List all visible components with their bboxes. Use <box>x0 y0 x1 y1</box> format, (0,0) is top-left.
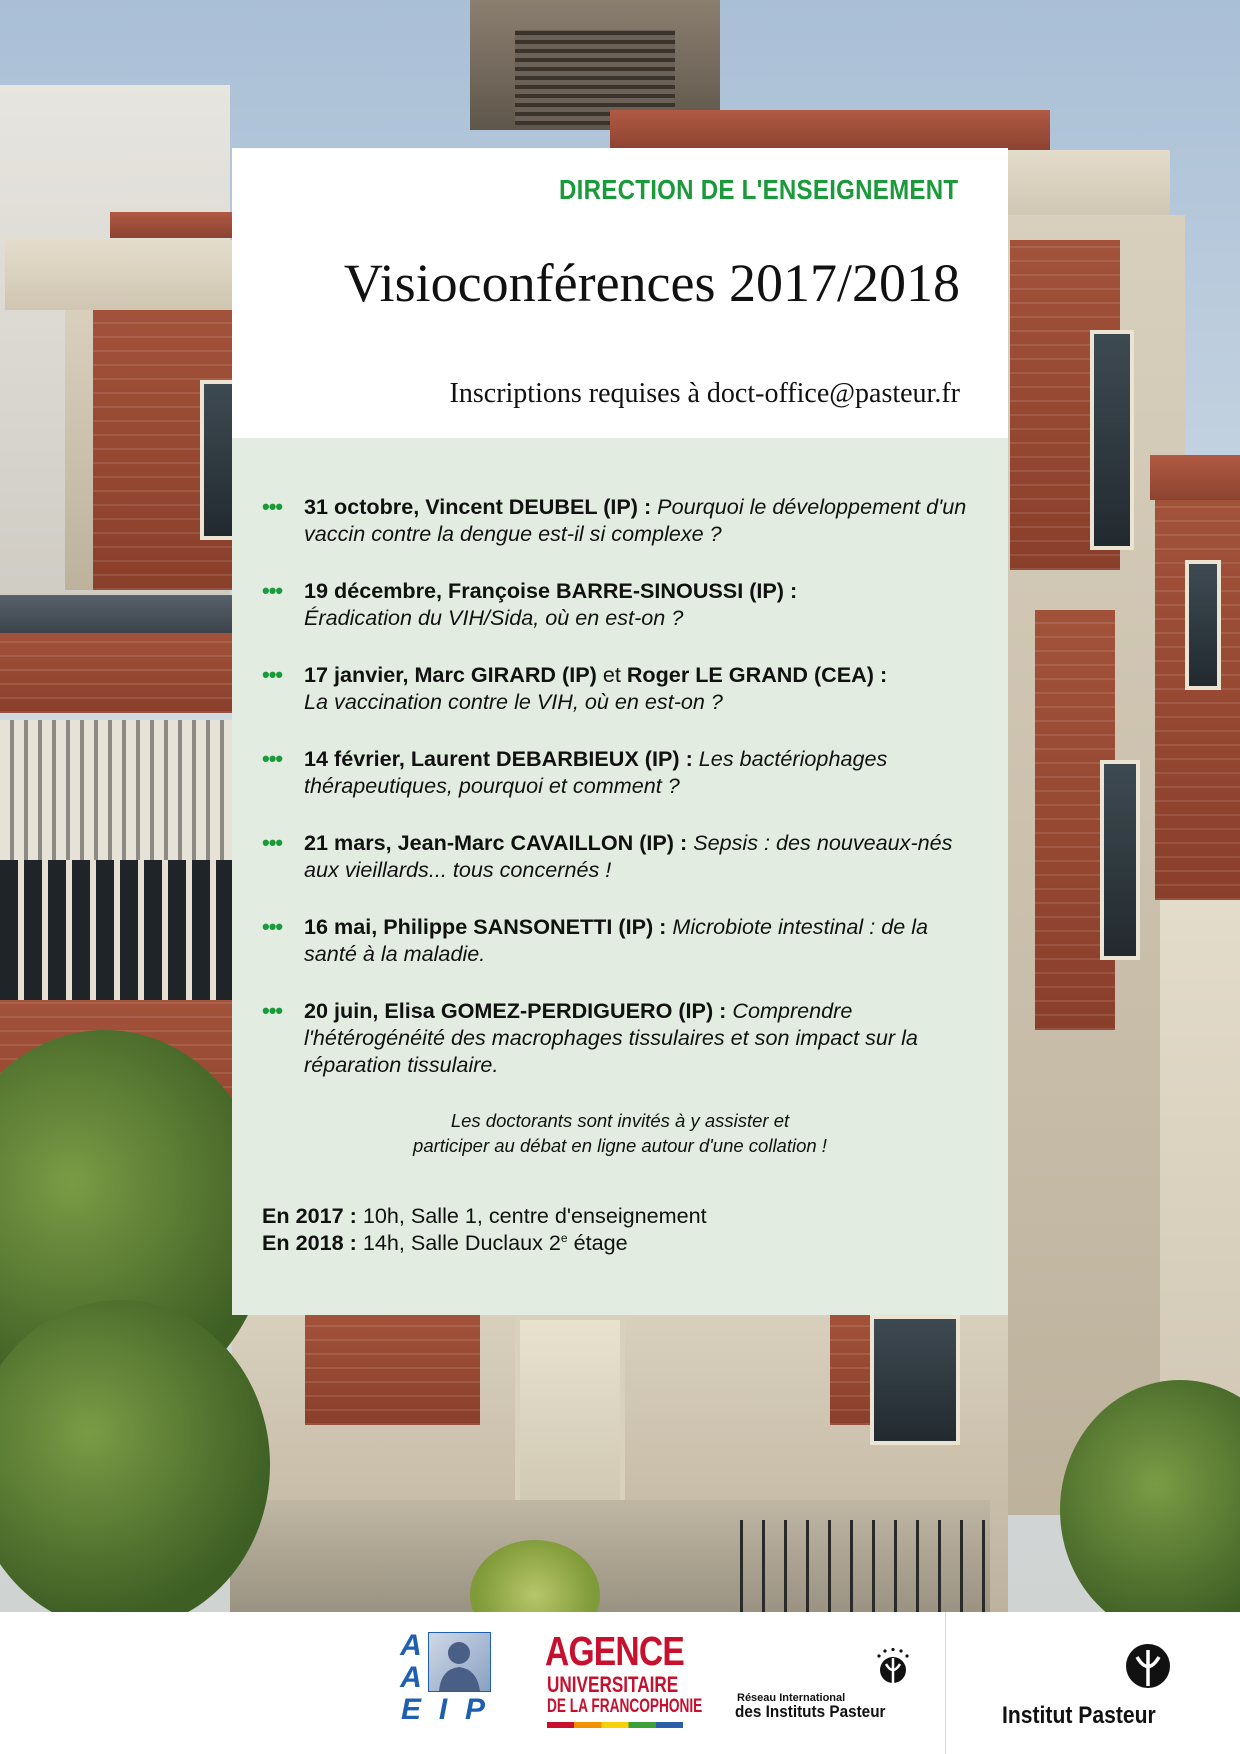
event-head: 19 décembre, Françoise BARRE-SINOUSSI (IP) : <box>304 578 798 603</box>
event-head-second: Roger LE GRAND (CEA) : <box>626 662 888 687</box>
event-head: 16 mai, Philippe SANSONETTI (IP) : <box>304 914 667 939</box>
schedule-detail-tail: étage <box>573 1230 628 1255</box>
riip-line: Réseau International <box>737 1692 846 1704</box>
event-item <box>262 493 982 547</box>
schedule-year: En 2017 : <box>262 1203 357 1228</box>
riip-logo-icon <box>875 1648 911 1692</box>
event-topic: Microbiote intestinal : de la santé à la maladie. <box>304 914 929 966</box>
event-item <box>262 661 982 715</box>
institut-pasteur-logo-icon <box>1124 1642 1172 1692</box>
event-joiner: et <box>602 662 621 687</box>
schedule-detail: 10h, Salle 1, centre d'enseignement <box>362 1203 707 1228</box>
schedule-detail: 14h, Salle Duclaux 2 <box>362 1230 561 1255</box>
event-topic: Éradication du VIH/Sida, où en est-on ? <box>304 605 684 630</box>
card-header <box>232 148 1008 438</box>
event-topic: Comprendre l'hétérogénéité des macrophages tissulaires et son impact sur la réparation tissulaire. <box>304 998 918 1077</box>
event-list <box>262 493 982 1108</box>
schedule-year: En 2018 : <box>262 1230 357 1255</box>
auf-color-bar <box>547 1722 683 1728</box>
event-topic: Sepsis : des nouveaux-nés aux vieillards... tous concernés ! <box>304 830 953 882</box>
event-head: 20 juin, Elisa GOMEZ-PERDIGUERO (IP) : <box>304 998 727 1023</box>
bullet-dots-icon: ••• <box>262 662 283 687</box>
page-title: Visioconférences 2017/2018 <box>343 253 960 313</box>
aaeip-letter: E <box>400 1693 421 1726</box>
auf-line: UNIVERSITAIRE <box>547 1672 679 1697</box>
event-head: 17 janvier, Marc GIRARD (IP) <box>304 662 597 687</box>
footer-divider <box>945 1612 946 1754</box>
event-head: 31 octobre, Vincent DEUBEL (IP) : <box>304 494 652 519</box>
bullet-dots-icon: ••• <box>262 998 283 1023</box>
ordinal-sup: e <box>560 1230 568 1245</box>
aaeip-letter: P <box>464 1693 485 1726</box>
bullet-dots-icon: ••• <box>262 914 283 939</box>
event-item <box>262 829 982 883</box>
bullet-dots-icon: ••• <box>262 830 283 855</box>
event-item <box>262 577 982 631</box>
event-topic: Pourquoi le développement d'un vaccin contre la dengue est-il si complexe ? <box>304 494 967 546</box>
aaeip-logo <box>397 1629 491 1726</box>
event-topic: Les bactériophages thérapeutiques, pourquoi et comment ? <box>304 746 888 798</box>
bullet-dots-icon: ••• <box>262 578 283 603</box>
event-head: 21 mars, Jean-Marc CAVAILLON (IP) : <box>304 830 688 855</box>
aaeip-letter: I <box>438 1693 448 1726</box>
event-item <box>262 997 982 1078</box>
auf-line: AGENCE <box>545 1628 684 1674</box>
auf-line: DE LA FRANCOPHONIE <box>547 1696 703 1717</box>
institut-pasteur-logo <box>1002 1642 1202 1732</box>
bullet-dots-icon: ••• <box>262 746 283 771</box>
bullet-dots-icon: ••• <box>262 494 283 519</box>
schedule <box>262 1202 707 1256</box>
riip-line: des Instituts Pasteur <box>735 1702 886 1721</box>
invitation-line: participer au débat en ligne autour d'une collation ! <box>413 1135 827 1156</box>
aaeip-letter: A <box>400 1629 422 1662</box>
direction-label: DIRECTION DE L'ENSEIGNEMENT <box>558 174 958 205</box>
institut-pasteur-name: Institut Pasteur <box>1002 1702 1156 1729</box>
footer-logos <box>0 1612 1240 1754</box>
event-head: 14 février, Laurent DEBARBIEUX (IP) : <box>304 746 693 771</box>
event-topic: La vaccination contre le VIH, où en est-on ? <box>304 689 723 714</box>
invitation-line: Les doctorants sont invités à y assister et <box>450 1110 790 1131</box>
riip-logo <box>737 1642 917 1732</box>
schedule-row <box>262 1202 707 1229</box>
auf-logo <box>545 1628 703 1732</box>
invitation-note <box>232 1108 1008 1158</box>
schedule-row <box>262 1229 707 1256</box>
info-card <box>232 148 1008 1315</box>
inscriptions-line: Inscriptions requises à doct-office@pasteur.fr <box>449 378 960 409</box>
event-item <box>262 745 982 799</box>
pasteur-bust-icon <box>428 1632 491 1692</box>
aaeip-letter: A <box>400 1661 422 1694</box>
event-item <box>262 913 982 967</box>
